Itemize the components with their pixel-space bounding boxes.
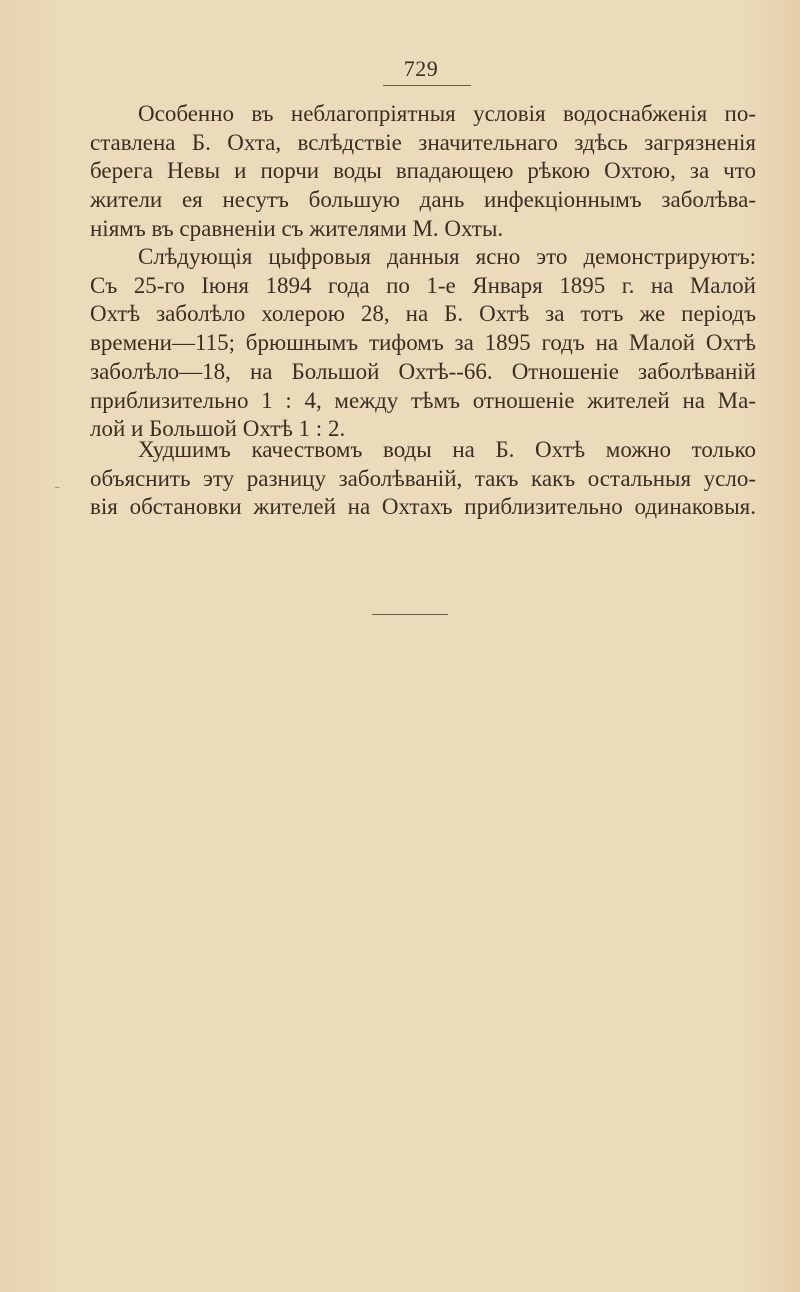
paragraph-line: ставлена Б. Охта, вслѣдствіе значительнаго здѣсь загрязненія xyxy=(90,129,756,155)
paragraph-line: берега Невы и порчи воды впадающею рѣкою Охтою, за что xyxy=(90,158,756,184)
paragraph-line: Особенно въ неблагопріятныя условія водоснабженія по- xyxy=(138,101,756,126)
paragraph-line: жители ея несутъ большую дань инфекціоннымъ заболѣва- xyxy=(90,187,756,213)
paragraph-line: Съ 25-го Іюня 1894 года по 1-е Января 1895 г. на Малой xyxy=(90,272,756,298)
paragraph-1 xyxy=(90,100,756,244)
paragraph-line: приблизительно 1 : 4, между тѣмъ отношеніе жителей на Ма- xyxy=(90,387,756,413)
paragraph-line: лой и Большой Охтѣ 1 : 2. xyxy=(90,416,346,442)
paragraph-line: Худшимъ качествомъ воды на Б. Охтѣ можно только xyxy=(138,437,756,462)
paragraph-line: Слѣдующія цыфровыя данныя ясно это демонстрируютъ: xyxy=(138,244,756,269)
paragraph-3 xyxy=(90,436,756,522)
paragraph-2 xyxy=(90,243,756,444)
margin-mark: ˍ xyxy=(55,475,60,490)
paragraph-line: вія обстановки жителей на Охтахъ приблизительно одинаковыя. xyxy=(90,494,756,520)
paragraph-line: ніямъ въ сравненіи съ жителями М. Охты. xyxy=(90,215,504,241)
paragraph-line: объяснить эту разницу заболѣваній, такъ какъ остальныя усло- xyxy=(90,465,756,491)
paragraph-line: времени—115; брюшнымъ тифомъ за 1895 годъ на Малой Охтѣ xyxy=(90,330,756,356)
paragraph-line: Охтѣ заболѣло холерою 28, на Б. Охтѣ за тотъ же періодъ xyxy=(90,301,756,327)
paragraph-line: заболѣло—18, на Большой Охтѣ--66. Отношеніе заболѣваній xyxy=(90,358,756,384)
page-number-rule xyxy=(383,85,471,86)
page-number: 729 xyxy=(403,56,439,81)
section-end-rule xyxy=(372,614,448,615)
